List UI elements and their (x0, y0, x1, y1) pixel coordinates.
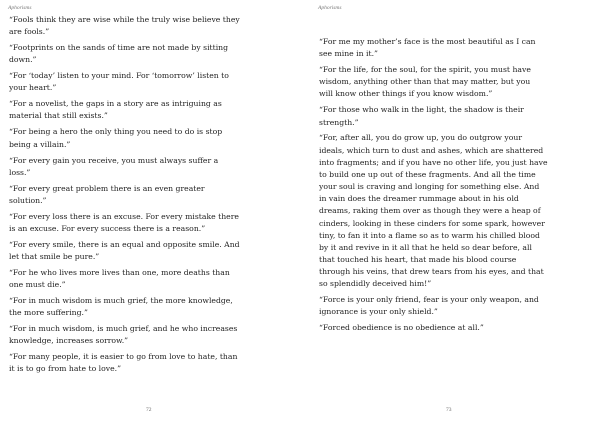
running-head: Aphorisms (8, 5, 32, 11)
quote: “Footprints on the sands of time are not made by sitting down.” (9, 43, 229, 65)
quote-list (319, 36, 599, 338)
quote: “For, after all, you do grow up, you do outgrow your ideals, which turn to dust and ashes, which are shattered into fragments; and if you have no other life, you just have to build one up out of these fragments. And all the time your soul is craving and longing for something else. And in vain does the dreamer rummage about in his old dreams, raking them over as though they were a heap of cinders, looking in these cinders for some spark, however tiny, to fan it into a flame so as to warm his chilled blood by it and revive in it all that he held so dear before, all that touched his heart, that made his blood course through his veins, that drew tears from his eyes, and that so splendidly deceived him!” (319, 133, 548, 289)
quote: “For every great problem there is an even greater solution.” (9, 183, 205, 205)
quote: “For me my mother’s face is the most beautiful as I can see mine in it.” (319, 37, 536, 59)
page-number: 73 (446, 407, 452, 413)
quote: “Forced obedience is no obedience at all.” (319, 323, 484, 333)
quote-list (9, 14, 292, 379)
quote: “For every loss there is an excuse. For every mistake there is an excuse. For every success there is a reason.” (9, 211, 239, 233)
quote: “For the life, for the soul, for the spirit, you must have wisdom, anything other than that may matter, but you will know other things if you know wisdom.” (319, 65, 531, 99)
quote: “For he who lives more lives than one, more deaths than one must die.” (9, 267, 230, 290)
quote: “For every smile, there is an equal and opposite smile. And let that smile be pure.” (9, 239, 240, 262)
quote: “For those who walk in the light, the shadow is their strength.” (319, 105, 524, 127)
quote: “For ‘today’ listen to your mind. For ‘tomorrow’ listen to your heart.” (9, 71, 229, 93)
quote: “For a novelist, the gaps in a story are as intriguing as material that still exists.” (9, 99, 222, 121)
quote: “Force is your only friend, fear is your only weapon, and ignorance is your only shield.” (319, 295, 539, 317)
quote: “For in much wisdom, is much grief, and he who increases knowledge, increases sorrow.” (9, 324, 238, 346)
quote: “For being a hero the only thing you need to do is stop being a villain.” (9, 127, 223, 149)
quote: “For every gain you receive, you must always suffer a loss.” (9, 155, 219, 177)
quote: “For many people, it is easier to go from love to hate, than it is to go from hate to love.” (9, 352, 238, 374)
quote: “Fools think they are wise while the truly wise believe they are fools.” (9, 15, 240, 37)
quote: “For in much wisdom is much grief, the more knowledge, the more suffering.” (9, 296, 233, 318)
running-head: Aphorisms (318, 5, 342, 11)
right-page (300, 0, 600, 424)
page-number: 72 (146, 407, 152, 413)
